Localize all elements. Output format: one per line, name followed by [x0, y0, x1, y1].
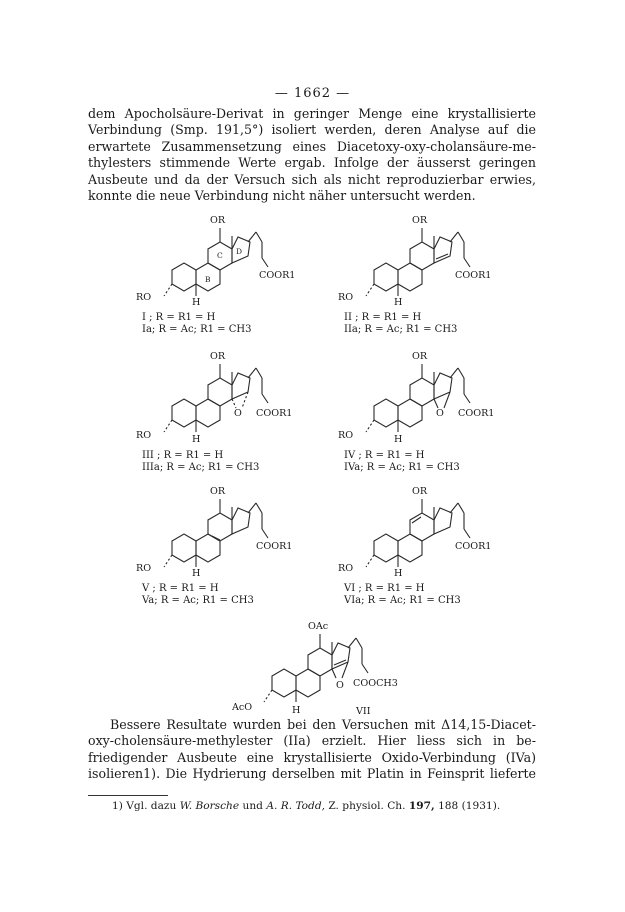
caption-line: VIa; R = Ac; R1 = CH3	[344, 595, 461, 607]
paragraph-top	[88, 106, 536, 204]
structure-caption	[344, 312, 457, 337]
side-group: COOR1	[458, 408, 495, 419]
top-group: OR	[210, 486, 226, 497]
footnote-and: und	[242, 800, 263, 812]
caption-line: IVa; R = Ac; R1 = CH3	[344, 462, 460, 474]
caption-line: IIIa; R = Ac; R1 = CH3	[142, 462, 260, 474]
footnote-volume: 197,	[408, 800, 435, 812]
text-line: oxy-cholensäure-methylester (IIa) erzielt. Hier liess sich in be-	[88, 733, 536, 749]
structure-caption	[344, 583, 461, 608]
side-group: COOR1	[256, 408, 293, 419]
caption-line: IV ; R = R1 = H	[344, 450, 425, 461]
h-atom: H	[394, 568, 403, 579]
structure-IV	[330, 348, 510, 478]
text-line: erwartete Zusammensetzung eines Diacetoxy-oxy-cholansäure-me-	[88, 138, 536, 154]
text-line: Verbindung (Smp. 191,5°) isoliert werden, deren Analyse auf die	[88, 122, 536, 138]
paragraph-bottom	[88, 717, 536, 783]
top-group: OR	[412, 486, 428, 497]
ro-group: RO	[338, 563, 354, 574]
side-group: COOR1	[256, 541, 293, 552]
structure-V	[128, 483, 308, 613]
h-atom: H	[192, 434, 201, 445]
caption-line: Ia; R = Ac; R1 = CH3	[142, 324, 252, 336]
structure-III-skeleton	[128, 348, 308, 448]
footnote-author: W. Borsche	[179, 800, 240, 812]
side-group: COOR1	[455, 270, 492, 281]
side-group: COOCH3	[353, 678, 398, 689]
structure-I-skeleton	[128, 212, 308, 312]
text-line: thylesters stimmende Werte ergab. Infolge der äusserst geringen	[88, 155, 536, 171]
structure-IV-skeleton	[330, 348, 510, 448]
top-group: OR	[210, 215, 226, 226]
ro-group: RO	[136, 430, 152, 441]
side-group: COOR1	[259, 270, 296, 281]
structure-label: VII	[356, 706, 371, 717]
structure-I	[128, 212, 308, 342]
top-group: OR	[412, 215, 428, 226]
footnote-prefix: Vgl. dazu	[126, 800, 177, 812]
h-atom: H	[394, 434, 403, 445]
footnote-rest: 188 (1931).	[438, 800, 501, 812]
h-atom: H	[394, 297, 403, 308]
caption-line: Va; R = Ac; R1 = CH3	[142, 595, 254, 607]
h-atom: H	[192, 568, 201, 579]
footnote-journal: Z. physiol. Ch.	[328, 800, 406, 812]
ro-group: RO	[338, 430, 354, 441]
structure-II	[330, 212, 510, 342]
structure-VII-skeleton	[228, 618, 428, 718]
caption-line: II ; R = R1 = H	[344, 312, 422, 323]
footnote-rule	[88, 795, 168, 796]
caption-line: IIa; R = Ac; R1 = CH3	[344, 324, 458, 336]
text-line: Ausbeute und da der Versuch sich als nicht reproduzierbar erwies,	[88, 171, 536, 187]
ring-label-d: D	[236, 247, 243, 256]
structure-II-skeleton	[330, 212, 510, 312]
h-atom: H	[192, 297, 201, 308]
ro-group: RO	[136, 292, 152, 303]
ring-label-b: B	[205, 275, 211, 284]
text-line: dem Apocholsäure-Derivat in geringer Menge eine krystallisierte	[88, 106, 536, 121]
oxygen-bridge: O	[336, 680, 344, 691]
caption-line: VI ; R = R1 = H	[344, 583, 425, 594]
text-line: isolieren1). Die Hydrierung derselben mit Platin in Feinsprit lieferte	[88, 766, 536, 782]
structure-V-skeleton	[128, 483, 308, 583]
footnote	[112, 800, 500, 812]
structure-caption	[142, 450, 259, 475]
footnote-author: A. R. Todd,	[266, 800, 325, 812]
text-line: konnte die neue Verbindung nicht näher untersucht werden.	[88, 188, 476, 204]
structure-VI-skeleton	[330, 483, 510, 583]
footnote-marker: 1)	[112, 800, 123, 812]
text-line: friedigender Ausbeute eine krystallisierte Oxido-Verbindung (IVa)	[88, 749, 536, 765]
caption-line: I ; R = R1 = H	[142, 312, 216, 323]
caption-line: V ; R = R1 = H	[142, 583, 219, 594]
caption-line: III ; R = R1 = H	[142, 450, 224, 461]
top-group: OAc	[308, 621, 329, 632]
oxygen-bridge: O	[436, 408, 444, 419]
ro-group: RO	[338, 292, 354, 303]
side-group: COOR1	[455, 541, 492, 552]
ro-group: RO	[136, 563, 152, 574]
structure-III	[128, 348, 308, 478]
structure-VII	[228, 618, 428, 726]
aco-group: AcO	[232, 702, 253, 713]
structure-caption	[142, 583, 254, 608]
text-line: Bessere Resultate wurden bei den Versuchen mit Δ14,15-Diacet-	[110, 717, 536, 732]
top-group: OR	[412, 351, 428, 362]
ring-label-c: C	[217, 251, 223, 260]
h-atom: H	[292, 705, 301, 716]
oxygen-bridge: O	[234, 408, 242, 419]
structure-caption	[142, 312, 251, 337]
page-number: — 1662 —	[274, 86, 351, 101]
structure-VI	[330, 483, 510, 613]
structure-caption	[344, 450, 460, 475]
top-group: OR	[210, 351, 226, 362]
